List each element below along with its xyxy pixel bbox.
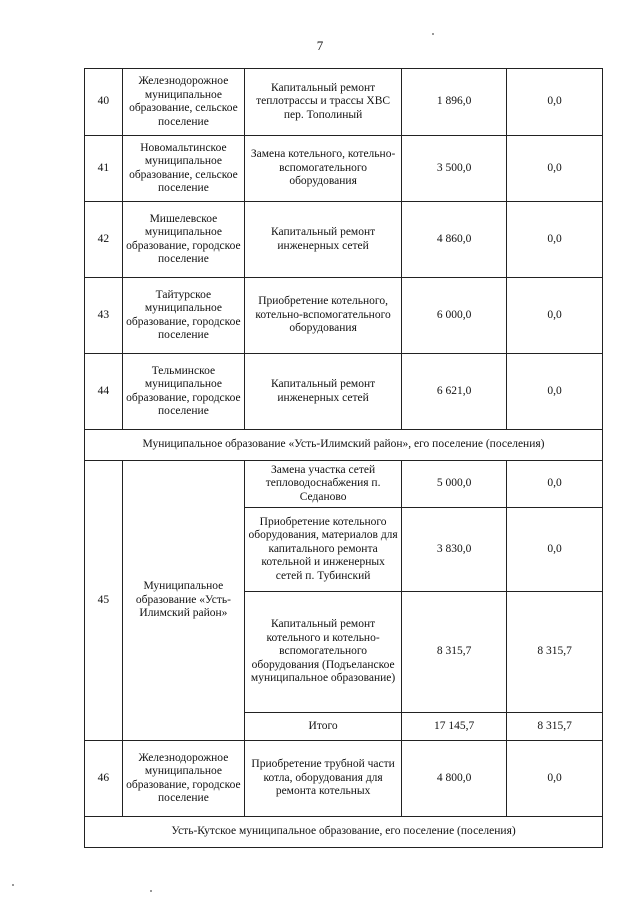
municipality-cell: Железнодорожное муниципальное образование, городское поселение xyxy=(122,741,244,817)
municipality-cell: Тельминское муниципальное образование, городское поселение xyxy=(122,354,244,430)
value-cell: 0,0 xyxy=(507,69,603,136)
row-number: 43 xyxy=(85,278,123,354)
municipality-cell: Железнодорожное муниципальное образование, сельское поселение xyxy=(122,69,244,136)
scan-speck xyxy=(432,33,434,35)
amount-cell: 6 621,0 xyxy=(402,354,507,430)
row-number: 42 xyxy=(85,202,123,278)
amount-cell: 4 800,0 xyxy=(402,741,507,817)
value-cell: 0,0 xyxy=(507,741,603,817)
row-number: 45 xyxy=(85,461,123,741)
work-description: Приобретение трубной части котла, оборудования для ремонта котельных xyxy=(245,741,402,817)
section-row xyxy=(85,817,603,848)
work-description: Замена котельного, котельно-вспомогательного оборудования xyxy=(245,136,402,202)
work-description: Капитальный ремонт инженерных сетей xyxy=(245,202,402,278)
value-cell: 0,0 xyxy=(507,354,603,430)
municipality-cell: Мишелевское муниципальное образование, городское поселение xyxy=(122,202,244,278)
amount-cell: 3 830,0 xyxy=(402,508,507,592)
municipality-cell: Муниципальное образование «Усть-Илимский район» xyxy=(122,461,244,741)
value-cell: 8 315,7 xyxy=(507,592,603,713)
municipality-cell: Новомальтинское муниципальное образование, сельское поселение xyxy=(122,136,244,202)
work-description: Приобретение котельного, котельно-вспомогательного оборудования xyxy=(245,278,402,354)
row-number: 41 xyxy=(85,136,123,202)
value-cell: 0,0 xyxy=(507,202,603,278)
work-description: Капитальный ремонт котельного и котельно-вспомогательного оборудования (Подъеланское муниципальное образование) xyxy=(245,592,402,713)
amount-cell: 6 000,0 xyxy=(402,278,507,354)
work-description: Капитальный ремонт теплотрассы и трассы ХВС пер. Тополиный xyxy=(245,69,402,136)
amount-cell: 1 896,0 xyxy=(402,69,507,136)
work-description: Замена участка сетей тепловодоснабжения п. Седаново xyxy=(245,461,402,508)
funding-table xyxy=(84,68,603,848)
amount-cell: 5 000,0 xyxy=(402,461,507,508)
table-row xyxy=(85,461,603,508)
amount-cell: 3 500,0 xyxy=(402,136,507,202)
scan-speck xyxy=(12,884,14,886)
scan-speck xyxy=(150,890,152,892)
municipality-cell: Тайтурское муниципальное образование, городское поселение xyxy=(122,278,244,354)
section-row xyxy=(85,430,603,461)
row-number: 46 xyxy=(85,741,123,817)
page-number: 7 xyxy=(316,38,324,53)
table-row xyxy=(85,741,603,817)
row-number: 40 xyxy=(85,69,123,136)
amount-cell: 4 860,0 xyxy=(402,202,507,278)
section-heading: Муниципальное образование «Усть-Илимский район», его поселение (поселения) xyxy=(85,430,603,461)
work-description: Приобретение котельного оборудования, материалов для капитального ремонта котельной и инженерных сетей п. Тубинский xyxy=(245,508,402,592)
table-row xyxy=(85,136,603,202)
value-cell: 0,0 xyxy=(507,136,603,202)
total-amount: 17 145,7 xyxy=(402,713,507,741)
work-description: Капитальный ремонт инженерных сетей xyxy=(245,354,402,430)
table-row xyxy=(85,202,603,278)
row-number: 44 xyxy=(85,354,123,430)
section-heading: Усть-Кутское муниципальное образование, его поселение (поселения) xyxy=(85,817,603,848)
value-cell: 0,0 xyxy=(507,278,603,354)
value-cell: 0,0 xyxy=(507,461,603,508)
value-cell: 0,0 xyxy=(507,508,603,592)
table-row xyxy=(85,69,603,136)
table-row xyxy=(85,278,603,354)
total-value: 8 315,7 xyxy=(507,713,603,741)
table-row xyxy=(85,354,603,430)
total-label: Итого xyxy=(245,713,402,741)
amount-cell: 8 315,7 xyxy=(402,592,507,713)
